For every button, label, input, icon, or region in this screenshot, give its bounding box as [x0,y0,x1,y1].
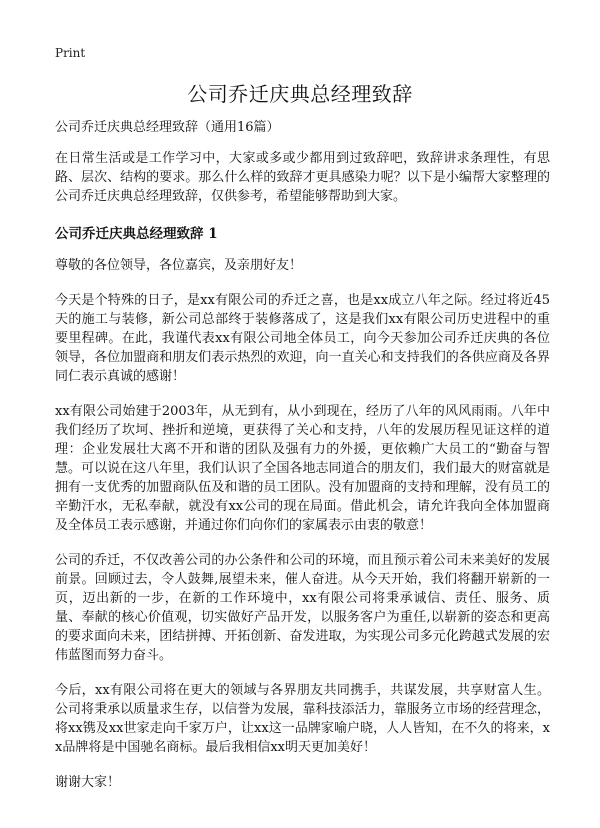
article-subtitle: 公司乔迁庆典总经理致辞（通用16篇） [55,120,280,135]
section-heading: 公司乔迁庆典总经理致辞 1 [55,226,218,242]
body-paragraph-3: 公司的乔迁，不仅改善公司的办公条件和公司的环境，而且预示着公司未来美好的发展前景。回顾过去，令人鼓舞,展望未来，催人奋进。从今天开始，我们将翻开崭新的一页，迈出新的一步，在新的工作环境中，xx有限公司将秉承诚信、责任、服务、质量、奉献的核心价值观，切实做好产品开发，以服务客户为重任,以崭新的姿态和更高的要求面向未来，团结拼搏、开拓创新、奋发进取，为实现公司多元化跨越式发展的宏伟蓝图而努力奋斗。 [55,553,550,663]
article-body [55,118,550,808]
print-link[interactable]: Print [55,46,86,60]
greeting-paragraph: 尊敬的各位领导，各位嘉宾，及亲朋好友！ [55,258,303,273]
body-paragraph-2: xx有限公司始建于2003年，从无到有，从小到现在，经历了八年的风风雨雨。八年中我们经历了坎坷、挫折和逆境，更获得了关心和支持，八年的发展历程见证这样的道理：企业发展壮大离不开和谐的团队及强有力的外援，更依赖广大员工的“勤奋与智慧。可以说在这八年里，我们认识了全国各地志同道合的朋友们，我们最大的财富就是拥有一支优秀的加盟商队伍及和谐的员工团队。没有加盟商的支持和理解，没有员工的辛勤汗水，无私奉献，就没有xx公司的现在局面。借此机会，请允许我向全体加盟商及全体员工表示感谢，并通过你们向你们的家属表示由衷的敬意！ [55,404,550,533]
closing-paragraph: 谢谢大家！ [55,775,121,790]
intro-paragraph: 在日常生活或是工作学习中，大家或多或少都用到过致辞吧，致辞讲求条理性，有思路、层次、结构的要求。那么什么样的致辞才更具感染力呢？以下是小编帮大家整理的公司乔迁庆典总经理致辞，仅供参考，希望能够帮助到大家。 [55,151,550,204]
page-title: 公司乔迁庆典总经理致辞 [187,82,413,106]
body-paragraph-4: 今后，xx有限公司将在更大的领域与各界朋友共同携手，共谋发展，共享财富人生。公司将秉承以质量求生存，以信誉为发展，靠科技添活力，靠服务立市场的经营理念，将xx镌及xx世家走向千家万户，让xx这一品牌家喻户晓，人人皆知，在不久的将来，xx品牌将是中国驰名商标。最后我相信xx明天更加美好！ [55,683,550,755]
body-paragraph-1: 今天是个特殊的日子，是xx有限公司的乔迁之喜，也是xx成立八年之际。经过将近45天的施工与装修，新公司总部终于装修落成了，这是我们xx有限公司历史进程中的重要里程碑。在此，我谨代表xx有限公司地全体员工，向今天参加公司乔迁庆典的各位领导，各位加盟商和朋友们表示热烈的欢迎，向一直关心和支持我们的各供应商及各界同仁表示真诚的感谢！ [55,293,550,384]
